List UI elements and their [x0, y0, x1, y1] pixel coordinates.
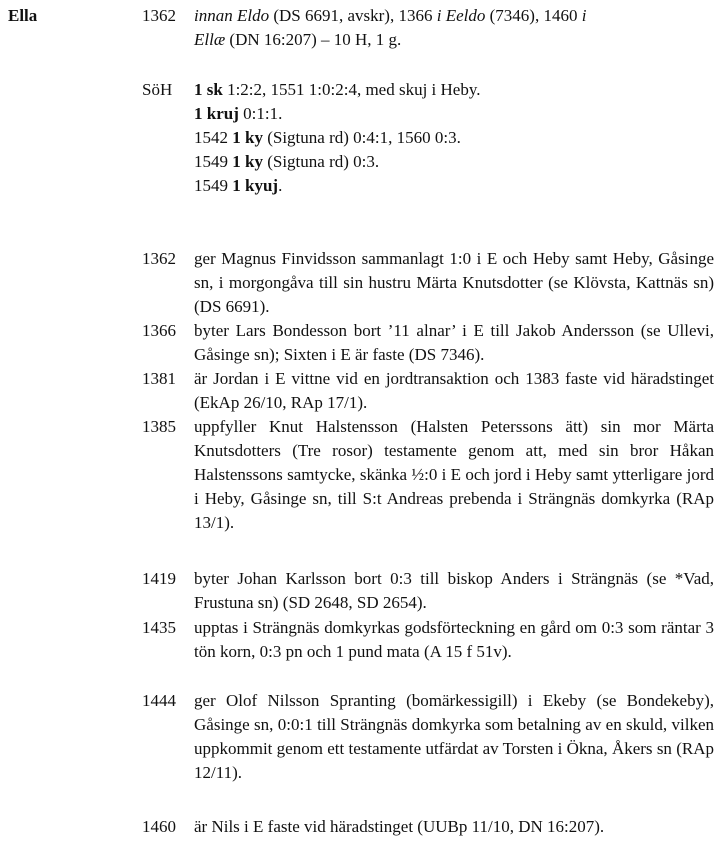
entry-text: uppfyller Knut Halstensson (Halsten Peterssons ätt) sin mor Märta Knutsdotters (Tre rosor) testamente genom att, med sin bror Håkan Halstenssons samtycke, skänka ½:0 i E och jord i Heby samt ytterligare jord i Heby, Gåsinge sn, till S:t Andreas prebenda i Strängnäs domkyrka (RAp 13/1). [194, 417, 714, 532]
header-italic-4: Ellæ [194, 30, 226, 49]
header-text-1: (DS 6691, avskr), 1366 [269, 6, 437, 25]
header-line-1 [194, 4, 714, 28]
soh-rest-3: (Sigtuna rd) 0:4:1, 1560 0:3. [262, 128, 461, 147]
soh-bold-2: 1 kruj [194, 104, 239, 123]
soh-rest-1: 1:2:2, 1551 1:0:2:4, med skuj i Heby. [222, 80, 481, 99]
header-text [194, 4, 714, 52]
soh-pre-4: 1549 [194, 152, 233, 171]
header-line-2 [194, 28, 714, 52]
place-title: Ella [8, 6, 38, 25]
entry-text: byter Johan Karlsson bort 0:3 till biskop Anders i Strängnäs (se *Vad, Frustuna sn) (SD 2648, SD 2654). [194, 569, 714, 612]
entry-text: är Jordan i E vittne vid en jordtransaktion och 1383 faste vid häradstinget (EkAp 26/10, RAp 17/1). [194, 369, 714, 412]
header-italic-1: innan Eldo [194, 6, 270, 25]
entry-year: 1444 [142, 691, 176, 710]
entry-year: 1460 [142, 817, 176, 836]
header-text-3: (DN 16:207) – 10 H, 1 g. [225, 30, 402, 49]
soh-rest-5: . [278, 176, 283, 195]
entry-year: 1381 [142, 369, 176, 388]
soh-rest-2: 0:1:1. [238, 104, 283, 123]
entry-year: 1385 [142, 417, 176, 436]
entry-year: 1362 [142, 249, 176, 268]
header-text-2: (7346), 1460 [485, 6, 582, 25]
soh-pre-3: 1542 [194, 128, 233, 147]
entry-text: upptas i Strängnäs domkyrkas godsförteckning en gård om 0:3 som räntar 3 tön korn, 0:3 pn och 1 pund mata (A 15 f 51v). [194, 618, 714, 661]
soh-bold-4: 1 ky [232, 152, 263, 171]
entry-text: är Nils i E faste vid häradstinget (UUBp 11/10, DN 16:207). [194, 817, 605, 836]
soh-line-1 [194, 78, 714, 102]
header-italic-3: i [581, 6, 587, 25]
header-italic-2: i Eeldo [436, 6, 486, 25]
entry-year: 1419 [142, 569, 176, 588]
soh-block [194, 78, 714, 198]
soh-line-5 [194, 174, 714, 198]
entry-text: byter Lars Bondesson bort ’11 alnar’ i E till Jakob Andersson (se Ullevi, Gåsinge sn); Sixten i E är faste (DS 7346). [194, 321, 714, 364]
entry-year: 1435 [142, 618, 176, 637]
soh-bold-1: 1 sk [194, 80, 223, 99]
soh-pre-5: 1549 [194, 176, 233, 195]
soh-bold-3: 1 ky [232, 128, 263, 147]
soh-line-2 [194, 102, 714, 126]
soh-bold-5: 1 kyuj [232, 176, 279, 195]
header-year: 1362 [142, 6, 176, 25]
soh-line-3 [194, 126, 714, 150]
entry-text: ger Olof Nilsson Spranting (bomärkessigill) i Ekeby (se Bondekeby), Gåsinge sn, 0:0:1 till Strängnäs domkyrka som betalning av en skuld, vilken uppkommit genom ett testamente utfärdat av Torsten i Ökna, Åkers sn (RAp 12/11). [194, 691, 714, 782]
soh-rest-4: (Sigtuna rd) 0:3. [262, 152, 380, 171]
soh-label: SöH [142, 80, 173, 99]
entry-year: 1366 [142, 321, 176, 340]
soh-line-4 [194, 150, 714, 174]
entry-text: ger Magnus Finvidsson sammanlagt 1:0 i E och Heby samt Heby, Gåsinge sn, i morgongåva till sin hustru Märta Knutsdotter (se Klövsta, Kattnäs sn) (DS 6691). [194, 249, 714, 316]
